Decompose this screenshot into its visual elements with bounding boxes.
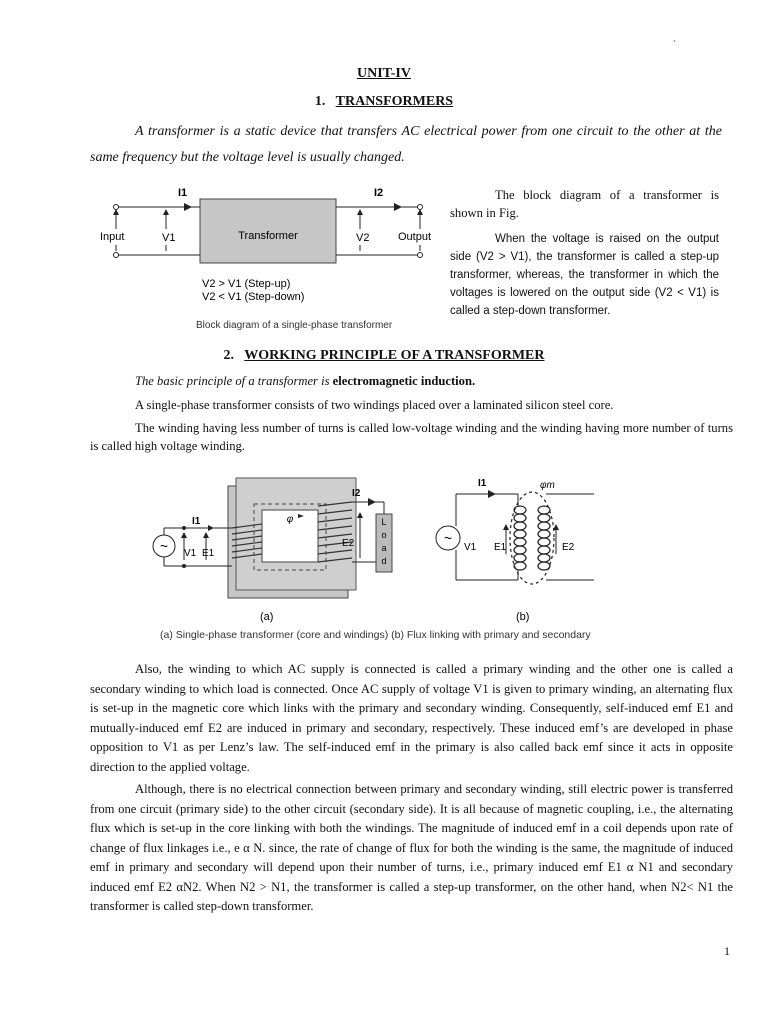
side-paragraph-1: The block diagram of a transformer is shown in Fig. [450,188,719,220]
svg-text:~: ~ [443,530,453,546]
core-diagram [153,478,392,623]
v1-label-b: V1 [464,542,477,553]
v2-label: V2 [356,232,370,244]
phi-label: φ [286,514,294,525]
phi-m-label: φm [540,480,555,491]
v1-label-a: V1 [184,548,197,559]
paragraph-primary-secondary: Also, the winding to which AC supply is connected is called a primary winding and the other one is called a secondary winding to which load is connected. Once AC supply of voltage V1 is given to primary winding, an alternating flux is set-up in the magnetic core which links with the primary and secondary winding. Consequently, self-induced emf E1 and mutually-induced emf E2 are induced in primary and secondary, respectively. These induced emf’s are developed in phase opposition to V1 as per Lenz’s law. The self-induced emf in the primary is also called back emf since it acts in opposite direction to the applied voltage. [90,662,733,774]
e2-label-a: E2 [342,538,355,549]
principle-italic: The basic principle of a transformer is [135,374,333,388]
flux-circuit [436,478,594,623]
i1-label: I1 [178,187,188,199]
section-1-number: 1. [314,94,326,109]
load-letter-1: L [381,517,387,527]
figure-a-label: (a) [260,611,274,623]
principle-bold: electromagnetic induction. [332,374,476,388]
section-1-heading [0,94,768,110]
section-2-number: 2. [223,348,234,363]
load-letter-2: o [381,530,387,540]
figure-caption: (a) Single-phase transformer (core and windings) (b) Flux linking with primary and secondary [160,629,591,641]
load-letter-3: a [381,543,387,553]
corner-mark: ` [673,40,677,51]
block-diagram [92,183,442,335]
section-1-title: TRANSFORMERS [335,94,454,109]
single-phase-paragraph: A single-phase transformer consists of two windings placed over a laminated silicon steel core. [135,398,614,412]
i2-label-a: I2 [352,488,361,499]
figure-b-label: (b) [516,611,530,623]
intro-paragraph: A transformer is a static device that transfers AC electrical power from one circuit to the other at the same frequency but the voltage level is usually changed. [90,124,722,165]
svg-text:~: ~ [159,538,169,554]
block-diagram-caption: Block diagram of a single-phase transformer [196,320,393,331]
output-label: Output [398,231,432,243]
step-up-condition: V2 > V1 (Step-up) [202,278,291,290]
v1-label: V1 [162,232,176,244]
e1-label-b: E1 [494,542,507,553]
step-down-condition: V2 < V1 (Step-down) [202,291,305,303]
section-2-title: WORKING PRINCIPLE OF A TRANSFORMER [244,348,545,363]
paragraph-magnetic-coupling: Although, there is no electrical connection between primary and secondary winding, still electric power is transferred from one circuit (primary side) to the other circuit (secondary side). It is all because of magnetic coupling, i.e., the alternating flux which is set-up in the core linking with both the windings. The magnitude of induced emf in a coil depends upon rate of change of flux linkages i.e., e α N. since, the rate of change of flux for both the winding is the same, the magnitude of induced emf in primary and secondary will depend upon their number of turns, i.e., primary induced emf E1 α N1 and secondary induced emf E2 αN2. When N2 > N1, the transformer is called a step-up transformer, on the other hand, when N2< N1 the transformer is called step-down transformer. [90,782,733,913]
windings-paragraph: The winding having less number of turns is called low-voltage winding and the winding having more number of turns is called high voltage winding. [90,421,733,453]
i2-label: I2 [374,187,384,199]
load-letter-4: d [381,556,387,566]
section-2-heading [0,348,768,364]
side-paragraph-2: When the voltage is raised on the output side (V2 > V1), the transformer is called a step-up transformer, whereas, the transformer in which the voltages is lowered on the output side (V2 < V1) is called a step-down transformer. [450,233,719,317]
e2-label-b: E2 [562,542,575,553]
i1-label-b: I1 [478,478,487,489]
page-number: 1 [724,944,730,958]
i1-label-a: I1 [192,516,201,527]
transformer-box-label: Transformer [238,230,298,242]
principle-line [135,372,735,392]
input-label: Input [100,231,125,243]
unit-title: UNIT-IV [357,66,411,81]
transformer-figure [148,474,648,646]
e1-label-a: E1 [202,548,215,559]
